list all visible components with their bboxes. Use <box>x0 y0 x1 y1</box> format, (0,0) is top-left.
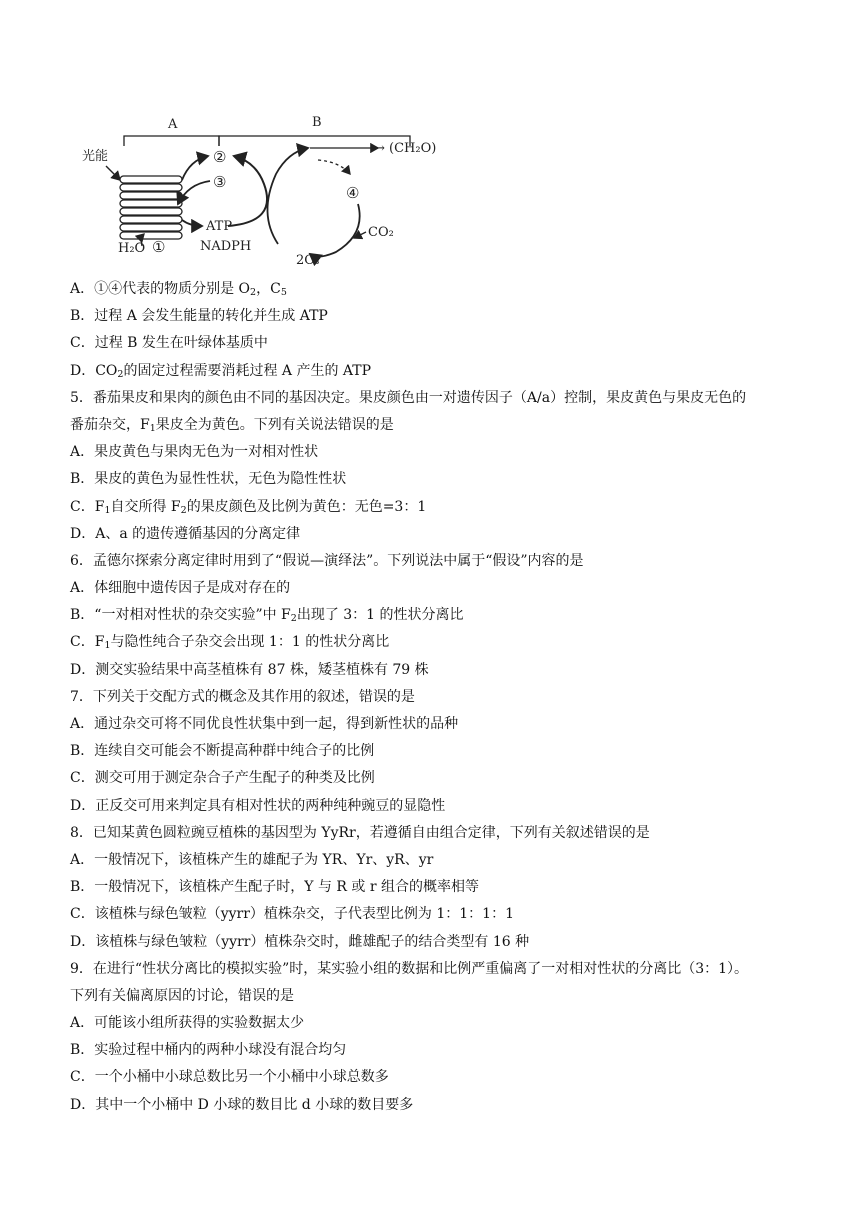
photosynthesis-diagram <box>78 104 458 272</box>
text-line: 6．孟德尔探索分离定律时用到了“假说—演绎法”。下列说法中属于“假设”内容的是 <box>70 552 584 569</box>
atp-to-cycle-arrow <box>228 156 267 226</box>
circle-3: ③ <box>213 173 227 191</box>
text-line: C．过程 B 发生在叶绿体基质中 <box>70 335 268 352</box>
text-line: B．果皮的黄色为显性性状，无色为隐性性状 <box>70 471 347 488</box>
thylakoid-stack <box>120 176 182 239</box>
cycle-dashed-arrow <box>318 160 350 174</box>
text-line: D．正反交可用来判定具有相对性状的两种纯种豌豆的显隐性 <box>70 797 446 814</box>
question-text <box>70 276 810 1119</box>
co2-label: CO₂ <box>368 225 394 240</box>
label-b: B <box>312 115 322 130</box>
text-line: 9．在进行“性状分离比的模拟实验”时，某实验小组的数据和比例严重偏离了一对相对性状的分离比（3：1）。 <box>70 960 749 977</box>
text-line: D．测交实验结果中高茎植株有 87 株，矮茎植株有 79 株 <box>70 661 429 678</box>
text-line: D．该植株与绿色皱粒（yyrr）植株杂交时，雌雄配子的结合类型有 16 种 <box>70 933 530 950</box>
circle-4: ④ <box>346 184 360 202</box>
text-line: A．果皮黄色与果肉无色为一对相对性状 <box>70 444 319 461</box>
circle-2: ② <box>213 148 227 166</box>
nadph-label: NADPH <box>200 239 252 254</box>
cycle-left-arc <box>267 148 308 244</box>
light-arrow <box>106 166 120 180</box>
bracket-a <box>124 136 219 146</box>
text-line: A．可能该小组所获得的实验数据太少 <box>70 1015 305 1032</box>
text-line: A．①④代表的物质分别是 $O_2$，$C_5$ <box>70 281 287 298</box>
text-line: C．测交可用于测定杂合子产生配子的种类及比例 <box>70 770 375 787</box>
text-line: 8．已知某黄色圆粒豌豆植株的基因型为 YyRr，若遵循自由组合定律，下列有关叙述错误的是 <box>70 824 650 841</box>
text-line: 7．下列关于交配方式的概念及其作用的叙述，错误的是 <box>70 688 415 705</box>
text-line: C．$F_1$自交所得 $F_2$的果皮颜色及比例为黄色：无色=3：1 <box>70 498 427 516</box>
text-line: C．该植株与绿色皱粒（yyrr）植株杂交，子代表型比例为 1：1：1：1 <box>70 906 514 923</box>
ch2o-label: → (CH₂O) <box>374 141 437 156</box>
text-line: B．一般情况下，该植株产生配子时，Y 与 R 或 r 组合的概率相等 <box>70 879 480 896</box>
text-line: A．通过杂交可将不同优良性状集中到一起，得到新性状的品种 <box>70 716 459 732</box>
text-line: C．一个小桶中小球总数比另一个小桶中小球总数多 <box>70 1069 389 1086</box>
text-line: B．实验过程中桶内的两种小球没有混合均匀 <box>70 1042 347 1059</box>
h2o-label: H₂O <box>118 241 146 256</box>
circle-1: ① <box>152 238 166 256</box>
label-a: A <box>168 117 178 132</box>
text-line: B．“一对相对性状的杂交实验”中 $F_2$出现了 3：1 的性状分离比 <box>70 607 464 625</box>
text-line: C．$F_1$与隐性纯合子杂交会出现 1：1 的性状分离比 <box>70 634 390 652</box>
light-energy-label: 光能 <box>82 149 109 164</box>
cycle-right-arc <box>310 204 360 257</box>
text-line: B．过程 A 会发生能量的转化并生成 ATP <box>70 308 328 325</box>
stack-to-atp-arrow <box>182 220 202 226</box>
text-line: 番茄杂交，$F_1$果皮全为黄色。下列有关说法错误的是 <box>70 416 394 434</box>
text-line: A．体细胞中遗传因子是成对存在的 <box>70 580 291 597</box>
text-line: A．一般情况下，该植株产生的雄配子为 YR、Yr、yR、yr <box>70 851 434 868</box>
text-line: 5．番茄果皮和果肉的颜色由不同的基因决定。果皮颜色由一对遗传因子（A/a）控制，果皮黄色与果皮无色的 <box>70 389 747 406</box>
two-c3-label: 2C₃ <box>296 253 320 268</box>
text-line: D．A、a 的遗传遵循基因的分离定律 <box>70 525 301 542</box>
text-line: 下列有关偏离原因的讨论，错误的是 <box>70 987 294 1004</box>
atp-label: ATP <box>206 219 233 234</box>
arrow-3-to-stack <box>178 181 210 204</box>
arrow-to-2 <box>182 156 208 180</box>
text-line: D．其中一个小桶中 D 小球的数目比 d 小球的数目要多 <box>70 1096 414 1113</box>
text-line: B．连续自交可能会不断提高种群中纯合子的比例 <box>70 743 375 760</box>
text-line: D．$CO_2$的固定过程需要消耗过程 A 产生的 ATP <box>70 362 372 380</box>
